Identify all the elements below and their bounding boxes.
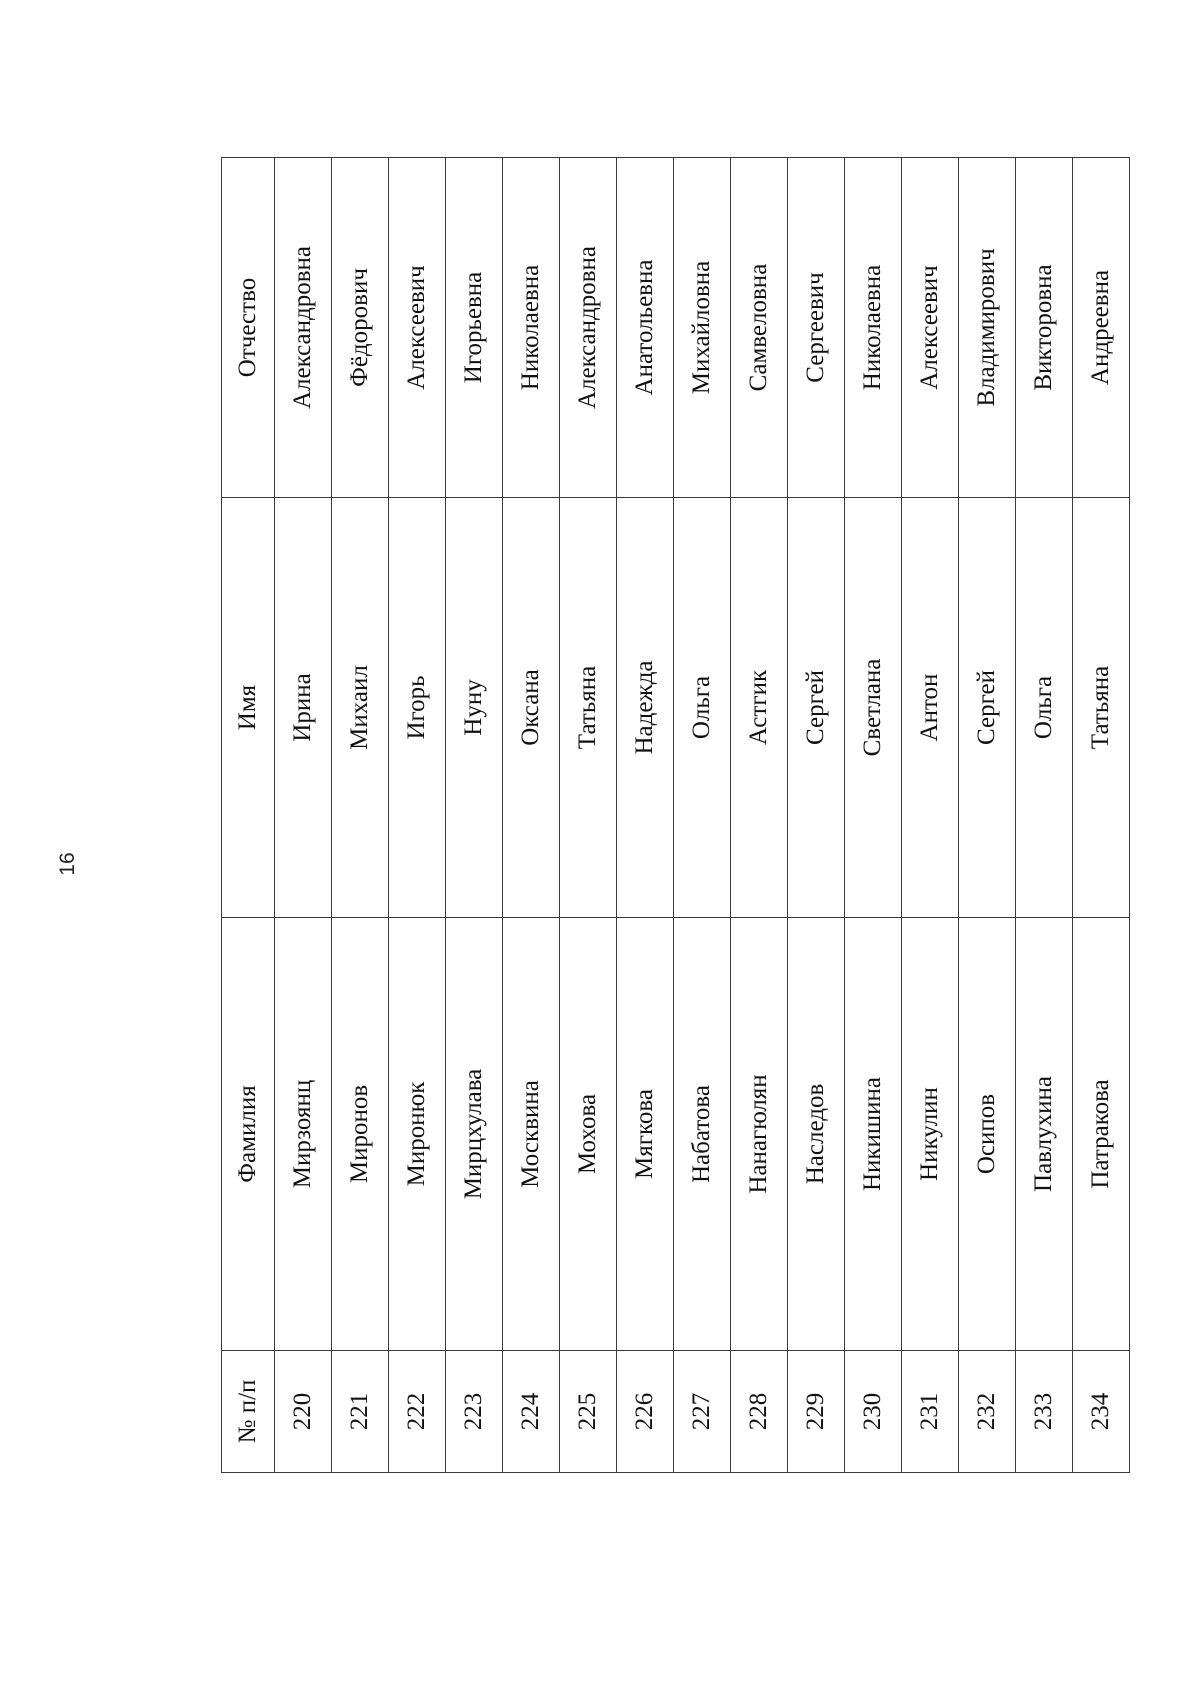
table-row: [446, 158, 503, 1473]
table-row: [1016, 158, 1073, 1473]
cell-patronymic: Игорьевна: [446, 158, 503, 498]
cell-first-name: Ирина: [275, 498, 332, 918]
table-row: [959, 158, 1016, 1473]
cell-last-name: Патракова: [1073, 918, 1130, 1351]
table-row: [788, 158, 845, 1473]
cell-number: 220: [275, 1351, 332, 1473]
cell-number: 222: [389, 1351, 446, 1473]
cell-number: 234: [1073, 1351, 1130, 1473]
header-last-name: Фамилия: [222, 918, 275, 1351]
cell-patronymic: Сергеевич: [788, 158, 845, 498]
table-row: [389, 158, 446, 1473]
table-row: [275, 158, 332, 1473]
cell-number: 225: [560, 1351, 617, 1473]
cell-first-name: Светлана: [845, 498, 902, 918]
cell-last-name: Мягкова: [617, 918, 674, 1351]
cell-patronymic: Александровна: [560, 158, 617, 498]
cell-patronymic: Владимирович: [959, 158, 1016, 498]
cell-first-name: Татьяна: [560, 498, 617, 918]
cell-patronymic: Алексеевич: [389, 158, 446, 498]
cell-first-name: Антон: [902, 498, 959, 918]
cell-number: 221: [332, 1351, 389, 1473]
cell-patronymic: Михайловна: [674, 158, 731, 498]
table-row: [845, 158, 902, 1473]
cell-number: 227: [674, 1351, 731, 1473]
table-row: [731, 158, 788, 1473]
cell-last-name: Мирцхулава: [446, 918, 503, 1351]
cell-number: 231: [902, 1351, 959, 1473]
header-first-name: Имя: [222, 498, 275, 918]
table-row: [332, 158, 389, 1473]
cell-last-name: Павлухина: [1016, 918, 1073, 1351]
table-row: [617, 158, 674, 1473]
page-number: 16: [56, 852, 79, 876]
cell-number: 232: [959, 1351, 1016, 1473]
cell-first-name: Астгик: [731, 498, 788, 918]
cell-number: 223: [446, 1351, 503, 1473]
cell-number: 228: [731, 1351, 788, 1473]
table-row: [902, 158, 959, 1473]
cell-number: 233: [1016, 1351, 1073, 1473]
cell-patronymic: Викторовна: [1016, 158, 1073, 498]
cell-patronymic: Фёдорович: [332, 158, 389, 498]
cell-patronymic: Николаевна: [503, 158, 560, 498]
cell-last-name: Нанагюлян: [731, 918, 788, 1351]
cell-first-name: Сергей: [788, 498, 845, 918]
cell-first-name: Оксана: [503, 498, 560, 918]
table-row: [503, 158, 560, 1473]
cell-first-name: Надежда: [617, 498, 674, 918]
cell-patronymic: Самвеловна: [731, 158, 788, 498]
roster-table: [221, 157, 1130, 1473]
cell-last-name: Миронов: [332, 918, 389, 1351]
cell-number: 230: [845, 1351, 902, 1473]
cell-patronymic: Андреевна: [1073, 158, 1130, 498]
cell-last-name: Осипов: [959, 918, 1016, 1351]
cell-first-name: Ольга: [674, 498, 731, 918]
cell-patronymic: Анатольевна: [617, 158, 674, 498]
header-number: № п/п: [222, 1351, 275, 1473]
cell-patronymic: Александровна: [275, 158, 332, 498]
cell-last-name: Никишина: [845, 918, 902, 1351]
cell-first-name: Татьяна: [1073, 498, 1130, 918]
cell-last-name: Набатова: [674, 918, 731, 1351]
table-row: [674, 158, 731, 1473]
cell-patronymic: Николаевна: [845, 158, 902, 498]
table-header-row: [222, 158, 275, 1473]
cell-last-name: Никулин: [902, 918, 959, 1351]
cell-last-name: Мирзоянц: [275, 918, 332, 1351]
cell-first-name: Михаил: [332, 498, 389, 918]
table-row: [1073, 158, 1130, 1473]
cell-first-name: Сергей: [959, 498, 1016, 918]
cell-number: 229: [788, 1351, 845, 1473]
cell-first-name: Игорь: [389, 498, 446, 918]
cell-last-name: Москвина: [503, 918, 560, 1351]
cell-last-name: Мохова: [560, 918, 617, 1351]
header-patronymic: Отчество: [222, 158, 275, 498]
table-row: [560, 158, 617, 1473]
cell-last-name: Наследов: [788, 918, 845, 1351]
cell-number: 226: [617, 1351, 674, 1473]
cell-first-name: Ольга: [1016, 498, 1073, 918]
cell-first-name: Нуну: [446, 498, 503, 918]
cell-number: 224: [503, 1351, 560, 1473]
cell-last-name: Миронюк: [389, 918, 446, 1351]
cell-patronymic: Алексеевич: [902, 158, 959, 498]
